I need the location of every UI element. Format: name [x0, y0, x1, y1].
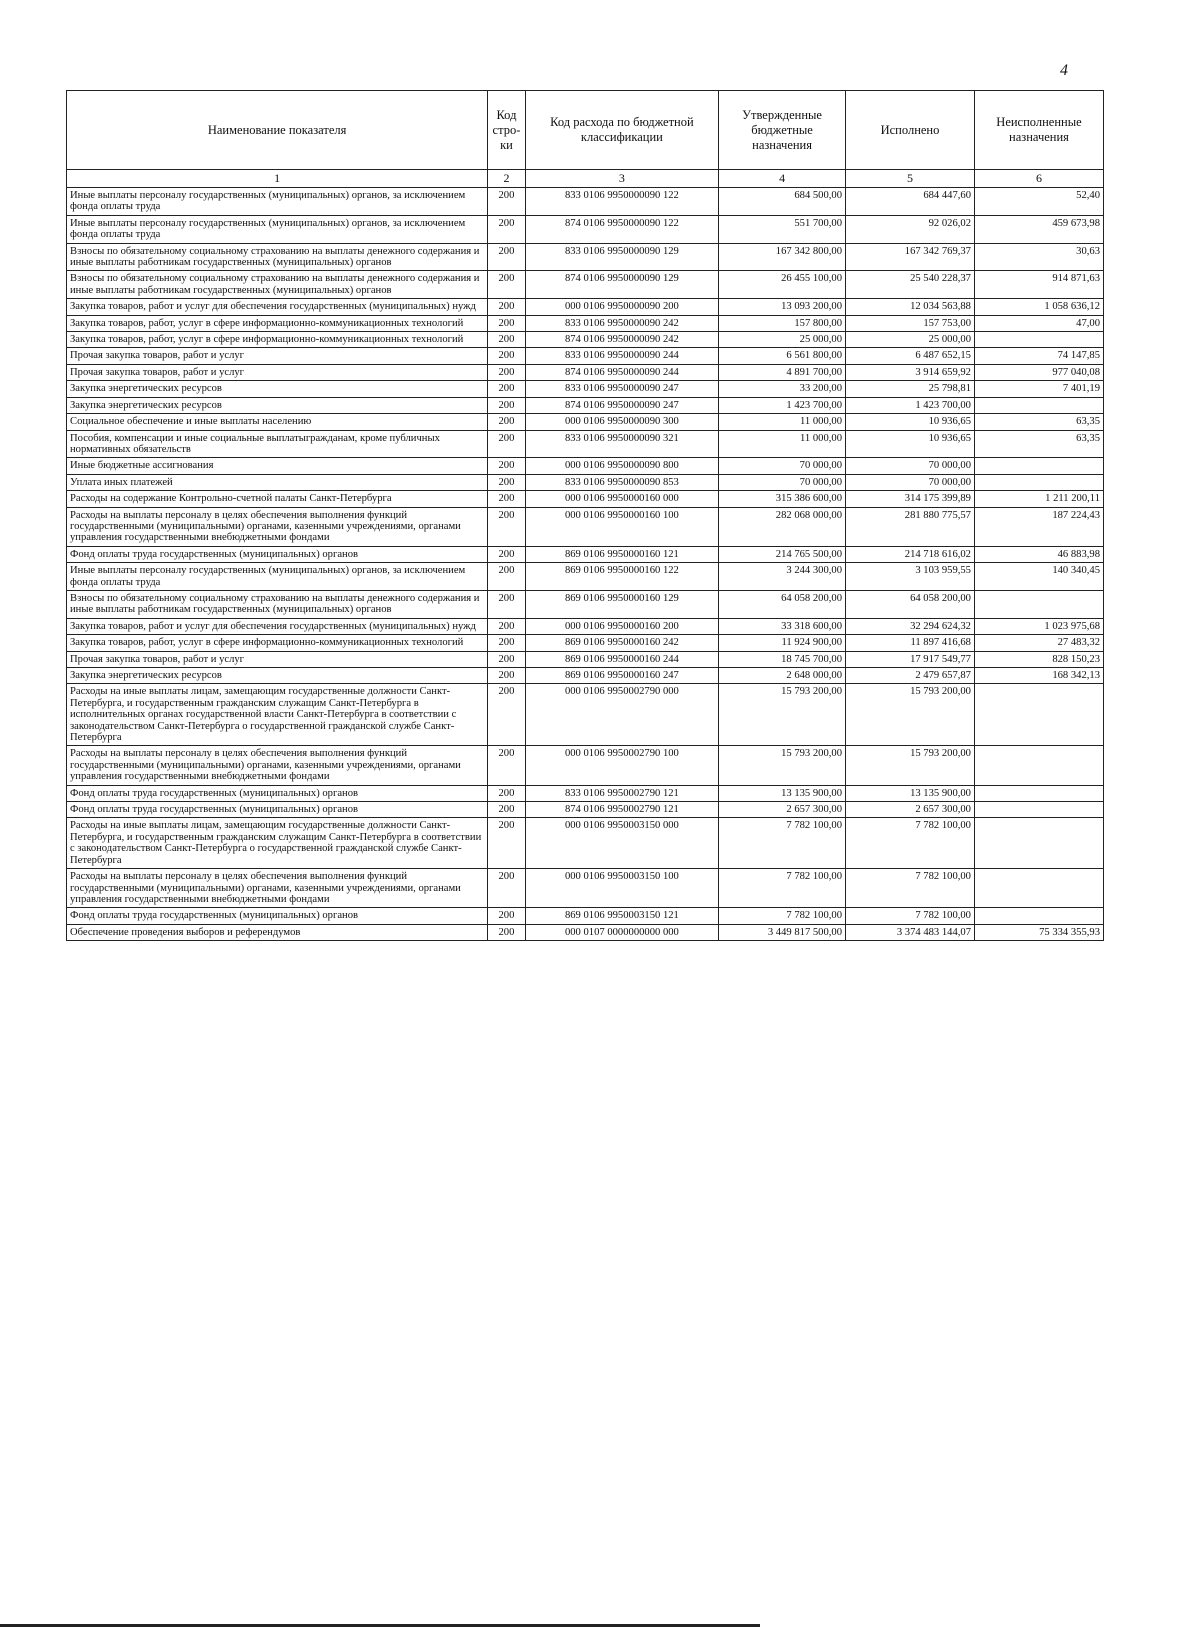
expense-code-cell: 869 0106 9950000160 121	[525, 546, 718, 562]
line-code-cell: 200	[488, 668, 525, 684]
executed-amount-cell: 214 718 616,02	[846, 546, 975, 562]
column-number-row	[67, 170, 1104, 188]
line-code-cell: 200	[488, 271, 525, 299]
executed-amount-cell: 281 880 775,57	[846, 507, 975, 546]
approved-amount-cell: 70 000,00	[719, 474, 846, 490]
line-code-cell: 200	[488, 188, 525, 216]
indicator-name-cell: Закупка энергетических ресурсов	[67, 381, 488, 397]
unexecuted-amount-cell: 46 883,98	[974, 546, 1103, 562]
header-line-code: Код стро-ки	[488, 91, 525, 170]
table-row	[67, 869, 1104, 908]
approved-amount-cell: 1 423 700,00	[719, 397, 846, 413]
table-row	[67, 458, 1104, 474]
expense-code-cell: 869 0106 9950000160 244	[525, 651, 718, 667]
line-code-cell: 200	[488, 299, 525, 315]
approved-amount-cell: 64 058 200,00	[719, 590, 846, 618]
unexecuted-amount-cell	[974, 785, 1103, 801]
header-indicator-name: Наименование показателя	[67, 91, 488, 170]
executed-amount-cell: 3 914 659,92	[846, 364, 975, 380]
line-code-cell: 200	[488, 491, 525, 507]
expense-code-cell: 000 0106 9950002790 100	[525, 746, 718, 785]
line-code-cell: 200	[488, 684, 525, 746]
indicator-name-cell: Закупка товаров, работ и услуг для обеспечения государственных (муниципальных) нужд	[67, 299, 488, 315]
approved-amount-cell: 157 800,00	[719, 315, 846, 331]
column-number: 6	[974, 170, 1103, 188]
unexecuted-amount-cell: 1 058 636,12	[974, 299, 1103, 315]
line-code-cell: 200	[488, 818, 525, 869]
executed-amount-cell: 11 897 416,68	[846, 635, 975, 651]
approved-amount-cell: 167 342 800,00	[719, 243, 846, 271]
table-row	[67, 802, 1104, 818]
expense-code-cell: 000 0106 9950000090 300	[525, 414, 718, 430]
executed-amount-cell: 7 782 100,00	[846, 869, 975, 908]
approved-amount-cell: 6 561 800,00	[719, 348, 846, 364]
indicator-name-cell: Иные выплаты персоналу государственных (муниципальных) органов, за исключением фонда оплаты труда	[67, 563, 488, 591]
approved-amount-cell: 7 782 100,00	[719, 818, 846, 869]
table-row	[67, 271, 1104, 299]
expense-code-cell: 833 0106 9950000090 247	[525, 381, 718, 397]
indicator-name-cell: Фонд оплаты труда государственных (муниципальных) органов	[67, 802, 488, 818]
approved-amount-cell: 33 200,00	[719, 381, 846, 397]
indicator-name-cell: Фонд оплаты труда государственных (муниципальных) органов	[67, 908, 488, 924]
executed-amount-cell: 12 034 563,88	[846, 299, 975, 315]
column-number: 4	[719, 170, 846, 188]
approved-amount-cell: 11 000,00	[719, 430, 846, 458]
indicator-name-cell: Закупка энергетических ресурсов	[67, 397, 488, 413]
header-executed: Исполнено	[846, 91, 975, 170]
line-code-cell: 200	[488, 332, 525, 348]
approved-amount-cell: 13 135 900,00	[719, 785, 846, 801]
header-unexecuted: Неисполненные назначения	[974, 91, 1103, 170]
line-code-cell: 200	[488, 869, 525, 908]
indicator-name-cell: Обеспечение проведения выборов и референдумов	[67, 924, 488, 940]
approved-amount-cell: 684 500,00	[719, 188, 846, 216]
column-number: 5	[846, 170, 975, 188]
line-code-cell: 200	[488, 802, 525, 818]
column-number: 2	[488, 170, 525, 188]
approved-amount-cell: 33 318 600,00	[719, 618, 846, 634]
approved-amount-cell: 282 068 000,00	[719, 507, 846, 546]
expense-code-cell: 869 0106 9950000160 247	[525, 668, 718, 684]
line-code-cell: 200	[488, 651, 525, 667]
unexecuted-amount-cell: 1 211 200,11	[974, 491, 1103, 507]
unexecuted-amount-cell	[974, 332, 1103, 348]
unexecuted-amount-cell	[974, 802, 1103, 818]
expense-code-cell: 874 0106 9950000090 242	[525, 332, 718, 348]
expense-code-cell: 833 0106 9950000090 321	[525, 430, 718, 458]
unexecuted-amount-cell: 52,40	[974, 188, 1103, 216]
indicator-name-cell: Иные выплаты персоналу государственных (муниципальных) органов, за исключением фонда оплаты труда	[67, 215, 488, 243]
table-row	[67, 299, 1104, 315]
approved-amount-cell: 2 648 000,00	[719, 668, 846, 684]
unexecuted-amount-cell: 74 147,85	[974, 348, 1103, 364]
table-row	[67, 364, 1104, 380]
line-code-cell: 200	[488, 430, 525, 458]
line-code-cell: 200	[488, 785, 525, 801]
line-code-cell: 200	[488, 364, 525, 380]
table-row	[67, 924, 1104, 940]
header-expense-code: Код расхода по бюджетной классификации	[525, 91, 718, 170]
unexecuted-amount-cell: 27 483,32	[974, 635, 1103, 651]
table-row	[67, 414, 1104, 430]
approved-amount-cell: 3 449 817 500,00	[719, 924, 846, 940]
line-code-cell: 200	[488, 635, 525, 651]
executed-amount-cell: 25 540 228,37	[846, 271, 975, 299]
expense-code-cell: 874 0106 9950000090 129	[525, 271, 718, 299]
approved-amount-cell: 214 765 500,00	[719, 546, 846, 562]
expense-code-cell: 000 0106 9950000160 000	[525, 491, 718, 507]
line-code-cell: 200	[488, 414, 525, 430]
table-row	[67, 590, 1104, 618]
indicator-name-cell: Социальное обеспечение и иные выплаты населению	[67, 414, 488, 430]
executed-amount-cell: 10 936,65	[846, 414, 975, 430]
line-code-cell: 200	[488, 746, 525, 785]
executed-amount-cell: 92 026,02	[846, 215, 975, 243]
table-row	[67, 908, 1104, 924]
expense-code-cell: 833 0106 9950000090 244	[525, 348, 718, 364]
unexecuted-amount-cell: 187 224,43	[974, 507, 1103, 546]
indicator-name-cell: Расходы на выплаты персоналу в целях обеспечения выполнения функций государственными (муниципальными) органами, казенными учреждениями, органами управления государственными внебюджетными фондами	[67, 869, 488, 908]
indicator-name-cell: Фонд оплаты труда государственных (муниципальных) органов	[67, 785, 488, 801]
line-code-cell: 200	[488, 243, 525, 271]
table-row	[67, 651, 1104, 667]
table-row	[67, 381, 1104, 397]
unexecuted-amount-cell	[974, 458, 1103, 474]
executed-amount-cell: 25 798,81	[846, 381, 975, 397]
expense-code-cell: 833 0106 9950000090 242	[525, 315, 718, 331]
expense-code-cell: 869 0106 9950000160 242	[525, 635, 718, 651]
expense-code-cell: 000 0106 9950002790 000	[525, 684, 718, 746]
indicator-name-cell: Взносы по обязательному социальному страхованию на выплаты денежного содержания и иные выплаты работникам государственных (муниципальных) органов	[67, 271, 488, 299]
expense-code-cell: 000 0106 9950000160 100	[525, 507, 718, 546]
line-code-cell: 200	[488, 546, 525, 562]
approved-amount-cell: 7 782 100,00	[719, 908, 846, 924]
indicator-name-cell: Расходы на выплаты персоналу в целях обеспечения выполнения функций государственными (муниципальными) органами, казенными учреждениями, органами управления государственными внебюджетными фондами	[67, 507, 488, 546]
indicator-name-cell: Фонд оплаты труда государственных (муниципальных) органов	[67, 546, 488, 562]
unexecuted-amount-cell	[974, 818, 1103, 869]
unexecuted-amount-cell: 30,63	[974, 243, 1103, 271]
expense-code-cell: 000 0106 9950003150 100	[525, 869, 718, 908]
executed-amount-cell: 7 782 100,00	[846, 818, 975, 869]
table-row	[67, 618, 1104, 634]
executed-amount-cell: 167 342 769,37	[846, 243, 975, 271]
indicator-name-cell: Расходы на содержание Контрольно-счетной палаты Санкт-Петербурга	[67, 491, 488, 507]
indicator-name-cell: Пособия, компенсации и иные социальные выплатыгражданам, кроме публичных нормативных обязательств	[67, 430, 488, 458]
expense-code-cell: 833 0106 9950000090 129	[525, 243, 718, 271]
executed-amount-cell: 70 000,00	[846, 474, 975, 490]
expense-code-cell: 874 0106 9950002790 121	[525, 802, 718, 818]
table-row	[67, 474, 1104, 490]
executed-amount-cell: 3 103 959,55	[846, 563, 975, 591]
approved-amount-cell: 2 657 300,00	[719, 802, 846, 818]
executed-amount-cell: 1 423 700,00	[846, 397, 975, 413]
table-row	[67, 315, 1104, 331]
executed-amount-cell: 64 058 200,00	[846, 590, 975, 618]
unexecuted-amount-cell: 168 342,13	[974, 668, 1103, 684]
column-number: 3	[525, 170, 718, 188]
expense-code-cell: 833 0106 9950002790 121	[525, 785, 718, 801]
approved-amount-cell: 11 000,00	[719, 414, 846, 430]
approved-amount-cell: 18 745 700,00	[719, 651, 846, 667]
table-row	[67, 215, 1104, 243]
indicator-name-cell: Иные бюджетные ассигнования	[67, 458, 488, 474]
line-code-cell: 200	[488, 315, 525, 331]
executed-amount-cell: 13 135 900,00	[846, 785, 975, 801]
table-row	[67, 430, 1104, 458]
table-row	[67, 635, 1104, 651]
indicator-name-cell: Закупка товаров, работ, услуг в сфере информационно-коммуникационных технологий	[67, 332, 488, 348]
expense-code-cell: 000 0106 9950000090 800	[525, 458, 718, 474]
approved-amount-cell: 13 093 200,00	[719, 299, 846, 315]
indicator-name-cell: Закупка энергетических ресурсов	[67, 668, 488, 684]
line-code-cell: 200	[488, 908, 525, 924]
executed-amount-cell: 32 294 624,32	[846, 618, 975, 634]
approved-amount-cell: 315 386 600,00	[719, 491, 846, 507]
indicator-name-cell: Уплата иных платежей	[67, 474, 488, 490]
unexecuted-amount-cell	[974, 397, 1103, 413]
line-code-cell: 200	[488, 618, 525, 634]
table-row	[67, 491, 1104, 507]
expense-code-cell: 874 0106 9950000090 122	[525, 215, 718, 243]
executed-amount-cell: 157 753,00	[846, 315, 975, 331]
executed-amount-cell: 6 487 652,15	[846, 348, 975, 364]
table-row	[67, 668, 1104, 684]
approved-amount-cell: 551 700,00	[719, 215, 846, 243]
executed-amount-cell: 684 447,60	[846, 188, 975, 216]
table-row	[67, 188, 1104, 216]
expense-code-cell: 000 0106 9950000160 200	[525, 618, 718, 634]
table-header-row	[67, 91, 1104, 170]
unexecuted-amount-cell: 140 340,45	[974, 563, 1103, 591]
line-code-cell: 200	[488, 507, 525, 546]
executed-amount-cell: 25 000,00	[846, 332, 975, 348]
executed-amount-cell: 17 917 549,77	[846, 651, 975, 667]
executed-amount-cell: 314 175 399,89	[846, 491, 975, 507]
unexecuted-amount-cell: 75 334 355,93	[974, 924, 1103, 940]
unexecuted-amount-cell	[974, 869, 1103, 908]
executed-amount-cell: 15 793 200,00	[846, 746, 975, 785]
table-row	[67, 746, 1104, 785]
line-code-cell: 200	[488, 590, 525, 618]
expense-code-cell: 874 0106 9950000090 247	[525, 397, 718, 413]
table-row	[67, 243, 1104, 271]
expense-code-cell: 833 0106 9950000090 122	[525, 188, 718, 216]
header-approved: Утвержденные бюджетные назначения	[719, 91, 846, 170]
unexecuted-amount-cell	[974, 684, 1103, 746]
indicator-name-cell: Расходы на иные выплаты лицам, замещающим государственные должности Санкт-Петербурга, и государственным гражданским служащим Санкт-Петербурга в исполнительных органах государственной власти Санкт-Петербурга в соответствии с законодательством Санкт-Петербурга о государственной гражданской службе Санкт-Петербурга	[67, 684, 488, 746]
line-code-cell: 200	[488, 474, 525, 490]
scan-edge-bar	[0, 1624, 760, 1627]
line-code-cell: 200	[488, 563, 525, 591]
table-row	[67, 348, 1104, 364]
indicator-name-cell: Закупка товаров, работ, услуг в сфере информационно-коммуникационных технологий	[67, 315, 488, 331]
table-row	[67, 818, 1104, 869]
table-row	[67, 563, 1104, 591]
expense-code-cell: 000 0106 9950000090 200	[525, 299, 718, 315]
executed-amount-cell: 10 936,65	[846, 430, 975, 458]
unexecuted-amount-cell	[974, 746, 1103, 785]
approved-amount-cell: 26 455 100,00	[719, 271, 846, 299]
unexecuted-amount-cell: 63,35	[974, 414, 1103, 430]
executed-amount-cell: 3 374 483 144,07	[846, 924, 975, 940]
indicator-name-cell: Взносы по обязательному социальному страхованию на выплаты денежного содержания и иные выплаты работникам государственных (муниципальных) органов	[67, 243, 488, 271]
indicator-name-cell: Расходы на выплаты персоналу в целях обеспечения выполнения функций государственными (муниципальными) органами, казенными учреждениями, органами управления государственными внебюджетными фондами	[67, 746, 488, 785]
line-code-cell: 200	[488, 458, 525, 474]
indicator-name-cell: Расходы на иные выплаты лицам, замещающим государственные должности Санкт-Петербурга, и государственным гражданским служащим Санкт-Петербурга в соответствии с законодательством Санкт-Петербурга о государственной гражданской службе Санкт-Петербурга	[67, 818, 488, 869]
budget-execution-table	[66, 90, 1104, 941]
indicator-name-cell: Взносы по обязательному социальному страхованию на выплаты денежного содержания и иные выплаты работникам государственных (муниципальных) органов	[67, 590, 488, 618]
executed-amount-cell: 2 657 300,00	[846, 802, 975, 818]
approved-amount-cell: 15 793 200,00	[719, 746, 846, 785]
line-code-cell: 200	[488, 924, 525, 940]
approved-amount-cell: 15 793 200,00	[719, 684, 846, 746]
line-code-cell: 200	[488, 348, 525, 364]
unexecuted-amount-cell	[974, 908, 1103, 924]
table-row	[67, 546, 1104, 562]
page-number: 4	[1060, 62, 1068, 79]
indicator-name-cell: Прочая закупка товаров, работ и услуг	[67, 348, 488, 364]
table-row	[67, 785, 1104, 801]
expense-code-cell: 833 0106 9950000090 853	[525, 474, 718, 490]
executed-amount-cell: 70 000,00	[846, 458, 975, 474]
executed-amount-cell: 7 782 100,00	[846, 908, 975, 924]
approved-amount-cell: 4 891 700,00	[719, 364, 846, 380]
unexecuted-amount-cell: 977 040,08	[974, 364, 1103, 380]
unexecuted-amount-cell	[974, 590, 1103, 618]
unexecuted-amount-cell: 47,00	[974, 315, 1103, 331]
executed-amount-cell: 15 793 200,00	[846, 684, 975, 746]
table-row	[67, 397, 1104, 413]
unexecuted-amount-cell: 63,35	[974, 430, 1103, 458]
approved-amount-cell: 70 000,00	[719, 458, 846, 474]
unexecuted-amount-cell: 914 871,63	[974, 271, 1103, 299]
table-row	[67, 332, 1104, 348]
indicator-name-cell: Закупка товаров, работ, услуг в сфере информационно-коммуникационных технологий	[67, 635, 488, 651]
indicator-name-cell: Прочая закупка товаров, работ и услуг	[67, 364, 488, 380]
unexecuted-amount-cell: 7 401,19	[974, 381, 1103, 397]
executed-amount-cell: 2 479 657,87	[846, 668, 975, 684]
indicator-name-cell: Иные выплаты персоналу государственных (муниципальных) органов, за исключением фонда оплаты труда	[67, 188, 488, 216]
expense-code-cell: 869 0106 9950000160 122	[525, 563, 718, 591]
approved-amount-cell: 3 244 300,00	[719, 563, 846, 591]
column-number: 1	[67, 170, 488, 188]
unexecuted-amount-cell	[974, 474, 1103, 490]
unexecuted-amount-cell: 459 673,98	[974, 215, 1103, 243]
unexecuted-amount-cell: 828 150,23	[974, 651, 1103, 667]
line-code-cell: 200	[488, 381, 525, 397]
expense-code-cell: 000 0106 9950003150 000	[525, 818, 718, 869]
indicator-name-cell: Закупка товаров, работ и услуг для обеспечения государственных (муниципальных) нужд	[67, 618, 488, 634]
line-code-cell: 200	[488, 215, 525, 243]
unexecuted-amount-cell: 1 023 975,68	[974, 618, 1103, 634]
line-code-cell: 200	[488, 397, 525, 413]
approved-amount-cell: 7 782 100,00	[719, 869, 846, 908]
table-body	[67, 188, 1104, 941]
table-row	[67, 507, 1104, 546]
indicator-name-cell: Прочая закупка товаров, работ и услуг	[67, 651, 488, 667]
approved-amount-cell: 25 000,00	[719, 332, 846, 348]
approved-amount-cell: 11 924 900,00	[719, 635, 846, 651]
expense-code-cell: 874 0106 9950000090 244	[525, 364, 718, 380]
table-row	[67, 684, 1104, 746]
expense-code-cell: 869 0106 9950000160 129	[525, 590, 718, 618]
expense-code-cell: 869 0106 9950003150 121	[525, 908, 718, 924]
expense-code-cell: 000 0107 0000000000 000	[525, 924, 718, 940]
